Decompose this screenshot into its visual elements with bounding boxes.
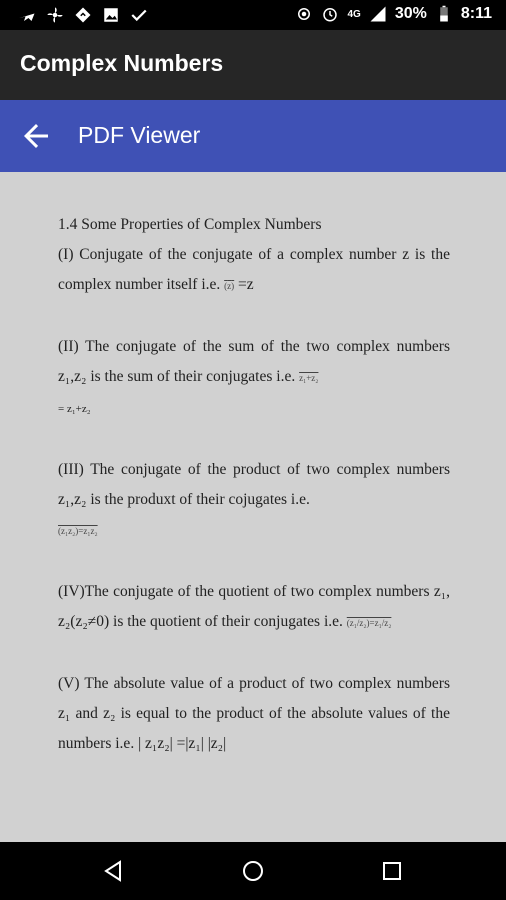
property-4 bbox=[58, 577, 450, 638]
recents-nav-icon[interactable] bbox=[380, 859, 404, 883]
property-1-formula: (z) bbox=[224, 281, 235, 291]
pdf-page[interactable] bbox=[0, 172, 506, 842]
battery-icon bbox=[435, 5, 453, 23]
status-right-icons bbox=[295, 5, 492, 23]
property-4-formula: (z₁/z₂)=z₁/z₂ bbox=[346, 618, 392, 628]
clock: 8:11 bbox=[460, 5, 492, 22]
hotspot-icon bbox=[295, 5, 313, 23]
property-5-text: (V) The absolute value of a product of two complex numbers z₁ and z₂ is equal to the product of the absolute values of the numbers i.e. | z₁z₂| =|z₁| |z₂| bbox=[58, 675, 450, 752]
property-2-result: = z₁+z₂ bbox=[58, 403, 91, 415]
property-4-text: (IV)The conjugate of the quotient of two complex numbers z₁, z₂(z₂≠0) is the quotient of their conjugates i.e. bbox=[58, 583, 450, 630]
property-3 bbox=[58, 455, 450, 546]
status-left-icons bbox=[18, 6, 148, 24]
property-3-text: (III) The conjugate of the product of two complex numbers z₁,z₂ is the produxt of their cojugates i.e. bbox=[58, 461, 450, 508]
viewer-toolbar bbox=[0, 100, 506, 172]
back-arrow-icon[interactable] bbox=[18, 118, 54, 154]
image-icon bbox=[102, 6, 120, 24]
property-5 bbox=[58, 669, 450, 759]
navigation-bar bbox=[0, 842, 506, 900]
property-2 bbox=[58, 332, 450, 424]
app-bar bbox=[0, 30, 506, 100]
property-1-result: =z bbox=[238, 276, 254, 293]
signal-icon bbox=[369, 5, 387, 23]
navigation-icon bbox=[74, 6, 92, 24]
home-nav-icon[interactable] bbox=[241, 859, 265, 883]
app-title: Complex Numbers bbox=[20, 50, 224, 76]
property-2-formula: z₁+z₂ bbox=[299, 373, 319, 383]
alarm-icon bbox=[321, 5, 339, 23]
check-icon bbox=[130, 6, 148, 24]
toolbar-title: PDF Viewer bbox=[78, 122, 201, 148]
property-1 bbox=[58, 240, 450, 301]
property-3-formula: (z₁z₂)=z₁z₂ bbox=[58, 526, 98, 536]
fan-icon bbox=[46, 6, 64, 24]
section-heading: 1.4 Some Properties of Complex Numbers bbox=[58, 216, 322, 233]
airplane-icon bbox=[18, 6, 36, 24]
battery-percent: 30% bbox=[394, 5, 427, 22]
document-content bbox=[58, 210, 450, 790]
network-type: 4G bbox=[347, 8, 361, 20]
property-1-text: (I) Conjugate of the conjugate of a complex number z is the complex number itself i.e. bbox=[58, 246, 450, 293]
back-nav-icon[interactable] bbox=[102, 859, 126, 883]
property-2-text: (II) The conjugate of the sum of the two complex numbers z₁,z₂ is the sum of their conjugates i.e. bbox=[58, 338, 450, 385]
status-bar bbox=[0, 0, 506, 30]
